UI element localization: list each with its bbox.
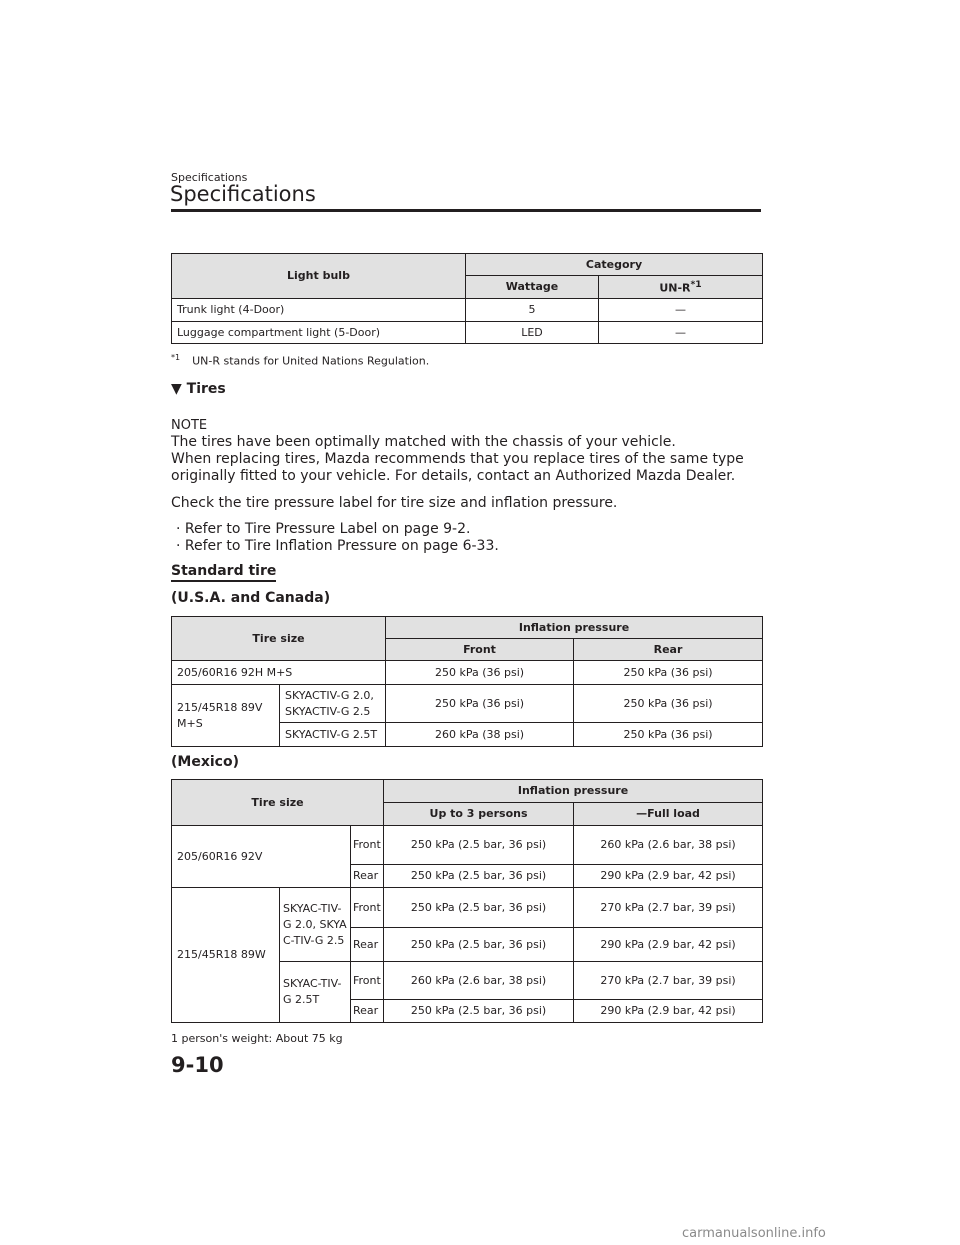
bullet-icon: · — [176, 521, 181, 537]
page-title: Specifications — [170, 182, 316, 206]
header-rear: Rear — [574, 639, 763, 661]
table-row: Trunk light (4-Door) 5 — — [172, 299, 763, 322]
header-up-to-3-persons: Up to 3 persons — [384, 803, 574, 826]
header-light-bulb: Light bulb — [172, 254, 466, 299]
header-full-load: —Full load — [574, 803, 763, 826]
table-row: SKYAC-TIV-G 2.5T Front 260 kPa (2.6 bar, 38 psi) 270 kPa (2.7 bar, 39 psi) — [172, 962, 763, 1000]
footnote: $^{*1}$ UN-R stands for United Nations Regulation. — [171, 353, 430, 368]
page-number: 9-10 — [171, 1053, 224, 1077]
header-tire-size: Tire size — [172, 617, 386, 661]
note-label: NOTE — [171, 418, 208, 433]
header-category: Category — [466, 254, 763, 276]
footnote-ref: *1 — [690, 279, 702, 291]
table-row: 215/45R18 89W SKYAC-TIV-G 2.0, SKYAC-TIV-G 2.5 Front 250 kPa (2.5 bar, 36 psi) 270 kPa (2.7 bar, 39 psi) — [172, 888, 763, 928]
header-inflation-pressure: Inflation pressure — [386, 617, 763, 639]
list-item: · Refer to Tire Pressure Label on page 9-2. — [176, 521, 471, 537]
table-row: 205/60R16 92V Front 250 kPa (2.5 bar, 36 psi) 260 kPa (2.6 bar, 38 psi) — [172, 826, 763, 865]
header-inflation-pressure: Inflation pressure — [384, 780, 763, 803]
watermark: carmanualsonline.info — [682, 1226, 826, 1241]
usa-tire-table — [171, 616, 763, 747]
list-item: · Refer to Tire Inflation Pressure on page 6-33. — [176, 538, 499, 554]
body-text: Check the tire pressure label for tire size and inflation pressure. — [171, 495, 618, 511]
reference-list — [176, 521, 499, 555]
subheading-mexico: (Mexico) — [171, 754, 239, 770]
triangle-down-icon: ▼ — [171, 381, 182, 397]
subheading-usa-canada: (U.S.A. and Canada) — [171, 590, 331, 606]
header-front: Front — [386, 639, 574, 661]
note-text: The tires have been optimally matched with the chassis of your vehicle. When replacing tires, Mazda recommends that you replace tires of the same type originally fitted to your vehicle. For details, contact an Authorized Mazda Dealer. — [171, 434, 744, 484]
table-row: Rear 250 kPa (2.5 bar, 36 psi) 290 kPa (2.9 bar, 42 psi) — [172, 865, 763, 888]
header-rule — [171, 209, 761, 212]
table-row: Luggage compartment light (5-Door) LED — — [172, 322, 763, 344]
mexico-tire-table — [171, 779, 763, 1023]
running-header: Specifications — [171, 171, 248, 184]
header-wattage: Wattage — [466, 276, 599, 299]
header-un-r: $UN-R^{*1}$ — [599, 276, 763, 299]
table-row: Rear 250 kPa (2.5 bar, 36 psi) 290 kPa (2.9 bar, 42 psi) — [172, 1000, 763, 1023]
subheading-standard-tire: Standard tire — [171, 563, 276, 582]
bullet-icon: · — [176, 538, 181, 554]
header-tire-size: Tire size — [172, 780, 384, 826]
section-heading-tires: ▼ Tires — [171, 381, 226, 397]
table-row: 215/45R18 89V M+S SKYACTIV-G 2.0, SKYACTIV-G 2.5 250 kPa (36 psi) 250 kPa (36 psi) — [172, 685, 763, 723]
weight-note: 1 person's weight: About 75 kg — [171, 1032, 343, 1045]
table-row: SKYACTIV-G 2.5T 260 kPa (38 psi) 250 kPa (36 psi) — [172, 723, 763, 747]
table-row: 205/60R16 92H M+S 250 kPa (36 psi) 250 kPa (36 psi) — [172, 661, 763, 685]
table-row: Rear 250 kPa (2.5 bar, 36 psi) 290 kPa (2.9 bar, 42 psi) — [172, 928, 763, 962]
light-bulb-table — [171, 253, 763, 344]
